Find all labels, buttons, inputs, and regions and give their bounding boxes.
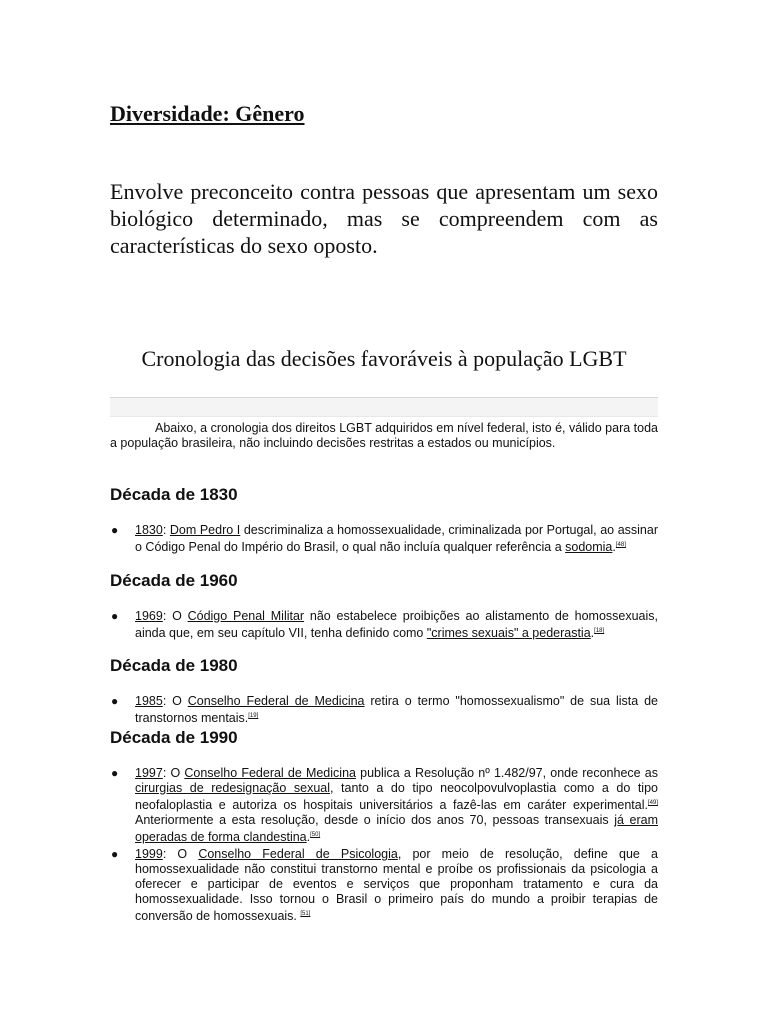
- list-item: [110, 523, 658, 555]
- item-link[interactable]: Conselho Federal de Medicina: [187, 694, 365, 708]
- section-heading: Década de 1980: [110, 656, 238, 675]
- section-heading: Década de 1990: [110, 728, 238, 747]
- item-text: : O: [162, 609, 188, 623]
- bullet-icon: ●: [111, 523, 119, 537]
- timeline-list: [110, 694, 658, 726]
- item-link[interactable]: Conselho Federal de Medicina: [184, 766, 356, 780]
- bullet-icon: ●: [111, 847, 119, 862]
- item-text: : O: [162, 847, 199, 862]
- year-link[interactable]: 1997: [135, 766, 163, 780]
- section-heading: Década de 1960: [110, 571, 238, 590]
- item-text: .: [612, 540, 616, 555]
- item-text: publica a Resolução nº 1.482/97, onde reconhece as: [355, 766, 658, 780]
- item-text: não estabelece proibições ao alistamento de homossexuais, ainda que, em seu capítulo VII, tenha definido como: [135, 609, 658, 641]
- chronology-abstract: Abaixo, a cronologia dos direitos LGBT adquiridos em nível federal, isto é, válido para toda a população brasileira, não incluindo decisões restritas a estados ou municípios.: [110, 421, 658, 450]
- bullet-icon: ●: [111, 609, 119, 623]
- item-text: , tanto a do tipo neocolpovulvoplastia como a do tipo neofaloplastia e autoriza os hospitais universitários a fazê-las em caráter experimental.: [135, 781, 658, 813]
- section-decade-1980: [110, 656, 658, 728]
- list-item: [110, 847, 658, 924]
- timeline-list: [110, 766, 658, 924]
- list-item: [110, 766, 658, 845]
- page-title: Diversidade: Gênero: [110, 101, 305, 126]
- item-link[interactable]: Código Penal Militar: [187, 609, 305, 623]
- item-text: .: [306, 830, 311, 845]
- divider-bar: [110, 397, 658, 417]
- section-heading: Década de 1830: [110, 485, 238, 504]
- item-text: descriminaliza a homossexualidade, criminalizada por Portugal, ao assinar o Código Penal do Império do Brasil, o qual não incluía qualquer referência a: [135, 523, 658, 555]
- reference-link[interactable]: [18]: [594, 628, 605, 634]
- item-text: :: [162, 523, 170, 537]
- section-decade-1830: [110, 485, 658, 557]
- bullet-icon: ●: [111, 694, 119, 708]
- year-link[interactable]: 1969: [135, 609, 163, 623]
- bullet-icon: ●: [111, 766, 119, 780]
- year-link[interactable]: 1830: [135, 523, 163, 537]
- item-text: , por meio de resolução, define que a homossexualidade não constitui transtorno mental e proíbe os profissionais da psicologia a oferecer e participar de eventos e serviços que proponham tratamento e cura da homossexualidade. Isso tornou o Brasil o primeiro país do mundo a proibir terapias de conversão de homossexuais.: [135, 847, 658, 924]
- item-text: .: [590, 626, 595, 641]
- list-item: [110, 694, 658, 726]
- reference-link[interactable]: [51]: [300, 911, 311, 918]
- item-link[interactable]: sodomia: [565, 540, 613, 555]
- year-link[interactable]: 1999: [135, 847, 163, 862]
- timeline-list: [110, 523, 658, 555]
- timeline-list: [110, 609, 658, 641]
- item-text: : O: [162, 694, 188, 708]
- item-link[interactable]: cirurgias de redesignação sexual: [135, 781, 331, 795]
- section-decade-1990: [110, 728, 658, 926]
- reference-link[interactable]: [48]: [615, 542, 626, 548]
- item-text: : O: [162, 766, 185, 780]
- intro-paragraph: Envolve preconceito contra pessoas que apresentam um sexo biológico determinado, mas se compreendem com as características do sexo oposto.: [110, 179, 658, 258]
- item-text: retira o termo "homossexualismo" de sua lista de transtornos mentais.: [135, 694, 658, 726]
- reference-link[interactable]: [19]: [248, 713, 259, 719]
- year-link[interactable]: 1985: [135, 694, 163, 708]
- item-link[interactable]: Conselho Federal de Psicologia: [198, 847, 398, 862]
- reference-link[interactable]: [49]: [647, 800, 658, 806]
- chronology-title: Cronologia das decisões favoráveis à população LGBT: [141, 346, 627, 371]
- item-link[interactable]: "crimes sexuais" a pederastia: [426, 626, 591, 641]
- reference-link[interactable]: [50]: [310, 832, 321, 839]
- item-text: Anteriormente a esta resolução, desde o início dos anos 70, pessoas transexuais: [135, 813, 615, 828]
- item-link[interactable]: já eram operadas de forma clandestina: [135, 813, 658, 845]
- section-decade-1960: [110, 571, 658, 643]
- list-item: [110, 609, 658, 641]
- item-link[interactable]: Dom Pedro I: [169, 523, 241, 537]
